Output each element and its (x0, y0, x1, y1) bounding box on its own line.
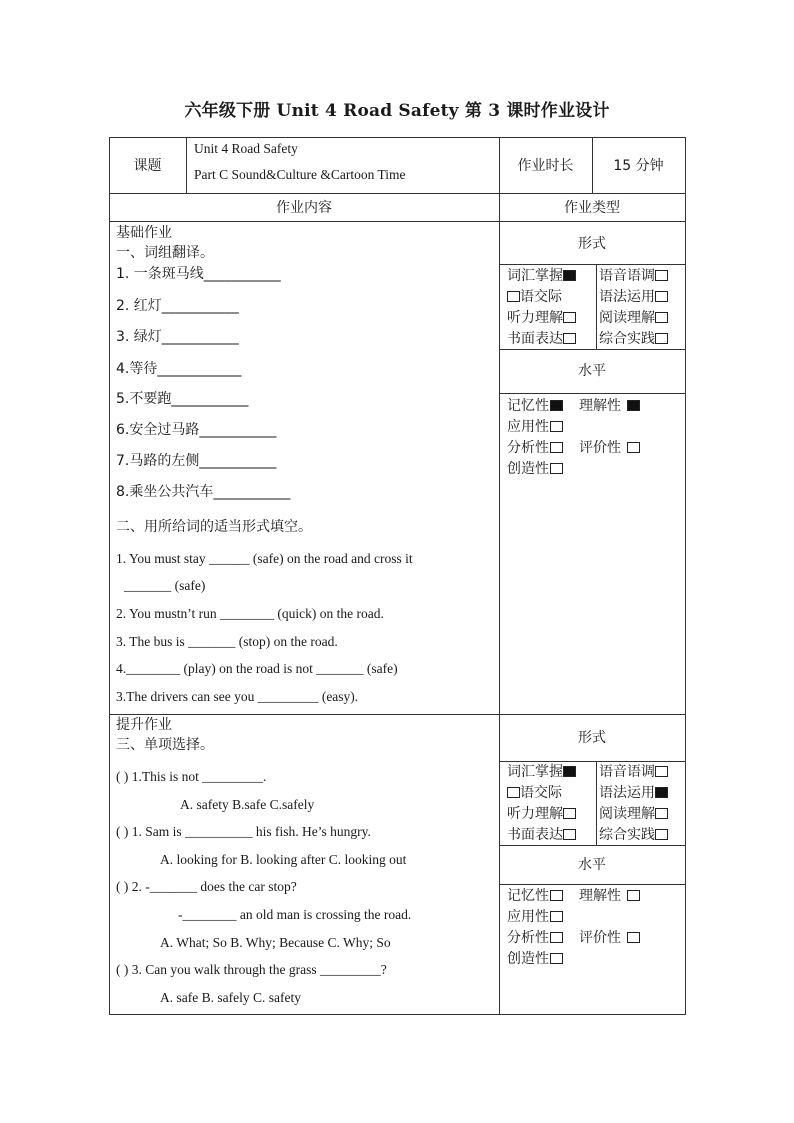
fill-item: 2. You mustn’t run ________ (quick) on the road. (116, 606, 384, 621)
option-label: 应用性 (507, 419, 549, 435)
empty-box-icon (550, 911, 563, 922)
level-option (507, 907, 563, 927)
part1-title: 一、词组翻译。 (116, 245, 214, 261)
phrase-item: 5.不要跑___________ (116, 391, 249, 407)
option-label: 分析性 (507, 930, 549, 946)
empty-box-icon (563, 829, 576, 840)
type-column-header: 作业类型 (564, 200, 620, 216)
empty-box-icon (507, 787, 520, 798)
option-label: 综合实践 (599, 827, 655, 843)
choice-line: ( ) 1.This is not _________. (116, 769, 267, 784)
option-label: 语交际 (520, 785, 562, 801)
level-label: 水平 (578, 363, 606, 379)
topic-label: 课题 (133, 158, 162, 174)
empty-box-icon (655, 766, 668, 777)
form-option (599, 266, 668, 286)
phrase-item: 6.安全过马路___________ (116, 422, 277, 438)
option-label: 应用性 (507, 909, 549, 925)
topic-line-1: Unit 4 Road Safety (194, 141, 298, 156)
checked-box-icon (627, 400, 640, 411)
fill-item: _______ (safe) (124, 578, 206, 593)
level-option (579, 438, 640, 458)
empty-box-icon (655, 829, 668, 840)
empty-box-icon (550, 442, 563, 453)
document-title: 六年级下册 Unit 4 Road Safety 第 3 课时作业设计 (184, 101, 610, 121)
phrase-item: 3. 绿灯___________ (116, 329, 239, 345)
form-label: 形式 (578, 236, 606, 252)
checked-box-icon (563, 270, 576, 281)
option-label: 听力理解 (507, 310, 563, 326)
option-label: 创造性 (507, 461, 549, 477)
fill-item: 4.________ (play) on the road is not _______ (safe) (116, 661, 398, 676)
duration-label: 作业时长 (517, 158, 574, 174)
form-option (507, 825, 576, 845)
form-option (599, 287, 668, 307)
empty-box-icon (563, 312, 576, 323)
phrase-item: 4.等待____________ (116, 361, 242, 377)
level-option (579, 886, 640, 906)
content-column-header: 作业内容 (276, 200, 332, 216)
choice-options: A. looking for B. looking after C. looking out (160, 852, 407, 867)
option-label: 记忆性 (507, 888, 549, 904)
form-option (599, 762, 668, 782)
level-label: 水平 (578, 857, 606, 873)
level-option (507, 417, 563, 437)
form-option (599, 825, 668, 845)
empty-box-icon (550, 890, 563, 901)
level-option (579, 928, 640, 948)
level-option (507, 949, 563, 969)
level-option (579, 396, 640, 416)
option-label: 评价性 (579, 440, 621, 456)
form-option (507, 287, 562, 307)
option-label: 分析性 (507, 440, 549, 456)
option-label: 评价性 (579, 930, 621, 946)
part3-title: 三、单项选择。 (116, 737, 214, 753)
empty-box-icon (563, 333, 576, 344)
phrase-item: 8.乘坐公共汽车___________ (116, 484, 291, 500)
choice-line: -________ an old man is crossing the road. (178, 907, 412, 922)
duration-value: 15 分钟 (613, 158, 664, 174)
option-label: 书面表达 (507, 827, 563, 843)
option-label: 阅读理解 (599, 310, 655, 326)
form-option (507, 329, 576, 349)
checked-box-icon (655, 787, 668, 798)
fill-item: 3.The drivers can see you _________ (easy). (116, 689, 359, 704)
level-option (507, 396, 563, 416)
option-label: 听力理解 (507, 806, 563, 822)
option-label: 理解性 (579, 888, 621, 904)
choice-line: ( ) 1. Sam is __________ his fish. He’s hungry. (116, 824, 371, 839)
level-option (507, 459, 563, 479)
phrase-item: 7.马路的左侧___________ (116, 453, 277, 469)
option-label: 阅读理解 (599, 806, 655, 822)
choice-line: ( ) 3. Can you walk through the grass _________? (116, 962, 387, 977)
empty-box-icon (507, 291, 520, 302)
form-option (507, 783, 562, 803)
option-label: 语法运用 (599, 289, 655, 305)
level-option (507, 886, 563, 906)
form-option (599, 804, 668, 824)
option-label: 语音语调 (599, 268, 655, 284)
empty-box-icon (655, 291, 668, 302)
choice-options: A. What; So B. Why; Because C. Why; So (160, 935, 391, 950)
empty-box-icon (550, 463, 563, 474)
topic-line-2: Part C Sound&Culture &Cartoon Time (194, 167, 406, 182)
choice-line: ( ) 2. -_______ does the car stop? (116, 879, 297, 894)
form-label: 形式 (578, 730, 606, 746)
empty-box-icon (550, 421, 563, 432)
empty-box-icon (550, 932, 563, 943)
option-label: 创造性 (507, 951, 549, 967)
option-label: 综合实践 (599, 331, 655, 347)
empty-box-icon (655, 808, 668, 819)
option-label: 记忆性 (507, 398, 549, 414)
option-label: 语法运用 (599, 785, 655, 801)
option-label: 词汇掌握 (507, 268, 563, 284)
empty-box-icon (627, 442, 640, 453)
checked-box-icon (550, 400, 563, 411)
advanced-heading: 提升作业 (116, 717, 172, 733)
level-option (507, 928, 563, 948)
empty-box-icon (550, 953, 563, 964)
form-option (507, 266, 576, 286)
option-label: 语音语调 (599, 764, 655, 780)
form-option (507, 804, 576, 824)
empty-box-icon (655, 270, 668, 281)
option-label: 理解性 (579, 398, 621, 414)
empty-box-icon (655, 333, 668, 344)
option-label: 书面表达 (507, 331, 563, 347)
form-option (507, 308, 576, 328)
option-label: 语交际 (520, 289, 562, 305)
fill-item: 1. You must stay ______ (safe) on the road and cross it (116, 551, 413, 566)
form-option (507, 762, 576, 782)
empty-box-icon (563, 808, 576, 819)
empty-box-icon (655, 312, 668, 323)
fill-item: 3. The bus is _______ (stop) on the road. (116, 634, 338, 649)
basic-heading: 基础作业 (116, 225, 172, 241)
empty-box-icon (627, 932, 640, 943)
form-option (599, 308, 668, 328)
part2-title: 二、用所给词的适当形式填空。 (116, 519, 312, 535)
phrase-item: 1. 一条斑马线___________ (116, 266, 281, 282)
form-option (599, 329, 668, 349)
form-option (599, 783, 668, 803)
choice-options: A. safety B.safe C.safely (180, 797, 315, 812)
checked-box-icon (563, 766, 576, 777)
choice-options: A. safe B. safely C. safety (160, 990, 301, 1005)
option-label: 词汇掌握 (507, 764, 563, 780)
level-option (507, 438, 563, 458)
phrase-item: 2. 红灯___________ (116, 298, 239, 314)
empty-box-icon (627, 890, 640, 901)
